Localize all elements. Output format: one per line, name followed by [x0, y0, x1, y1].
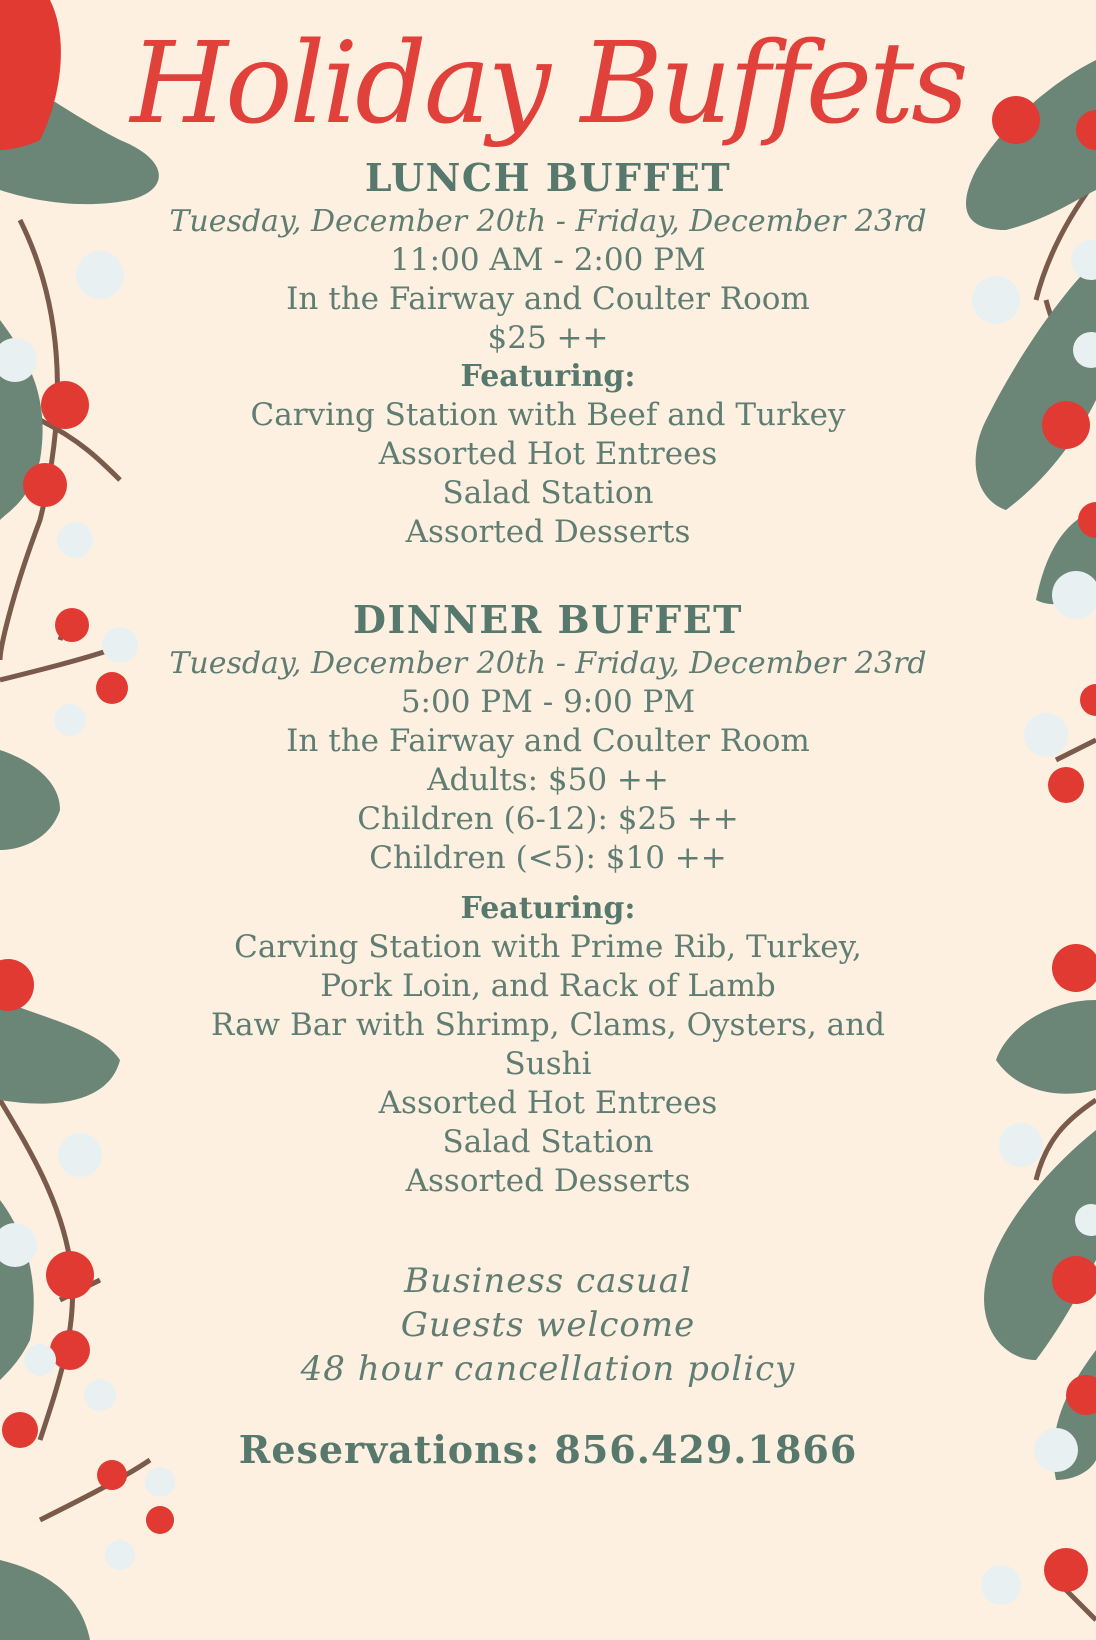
lunch-item: Assorted Hot Entrees [378, 436, 718, 472]
lunch-featuring-label: Featuring: [460, 359, 636, 394]
dinner-item: Raw Bar with Shrimp, Clams, Oysters, and [211, 1007, 885, 1043]
dinner-price: Children (<5): $10 ++ [369, 840, 727, 876]
notes-section [130, 1259, 966, 1391]
lunch-item: Assorted Desserts [405, 514, 691, 550]
lunch-dates: Tuesday, December 20th - Friday, December 23rd [169, 204, 927, 239]
lunch-location: In the Fairway and Coulter Room [286, 281, 810, 317]
note-guests: Guests welcome [400, 1305, 696, 1345]
lunch-item: Salad Station [442, 475, 654, 511]
dinner-price: Children (6-12): $25 ++ [357, 801, 739, 837]
lunch-time: 11:00 AM - 2:00 PM [390, 242, 706, 278]
dinner-item: Sushi [504, 1046, 592, 1082]
dinner-time: 5:00 PM - 9:00 PM [400, 684, 696, 720]
dinner-section [130, 596, 966, 1201]
dinner-price: Adults: $50 ++ [427, 762, 669, 798]
dinner-item: Carving Station with Prime Rib, Turkey, [234, 929, 862, 965]
dinner-location: In the Fairway and Coulter Room [286, 723, 810, 759]
lunch-price: $25 ++ [487, 320, 609, 356]
dinner-item: Salad Station [442, 1124, 654, 1160]
note-dress-code: Business casual [404, 1261, 692, 1301]
reservations-phone: Reservations: 856.429.1866 [238, 1427, 858, 1472]
page-title: Holiday Buffets [130, 19, 966, 149]
dinner-heading: DINNER BUFFET [353, 597, 743, 642]
flyer-content [130, 0, 966, 1472]
lunch-heading: LUNCH BUFFET [364, 155, 732, 200]
lunch-section [130, 154, 966, 552]
lunch-item: Carving Station with Beef and Turkey [250, 397, 846, 433]
dinner-dates: Tuesday, December 20th - Friday, December 23rd [169, 646, 927, 681]
dinner-item: Assorted Hot Entrees [378, 1085, 718, 1121]
note-cancellation: 48 hour cancellation policy [300, 1349, 796, 1389]
dinner-item: Assorted Desserts [405, 1163, 691, 1199]
dinner-featuring-label: Featuring: [460, 891, 636, 926]
dinner-item: Pork Loin, and Rack of Lamb [320, 968, 776, 1004]
